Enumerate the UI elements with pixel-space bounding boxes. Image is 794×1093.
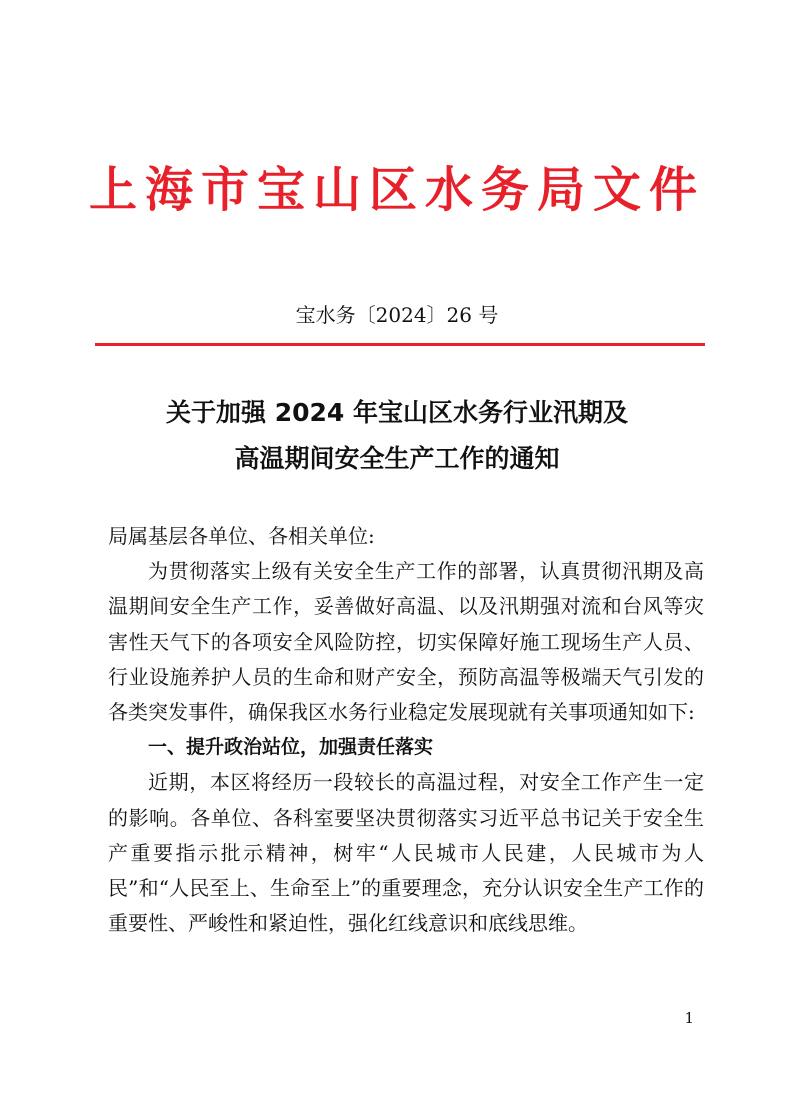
section-1-heading: 一、提升政治站位，加强责任落实 (148, 736, 434, 759)
salutation: 局属基层各单位、各相关单位: (108, 524, 375, 548)
document-number: 宝水务〔2024〕26 号 (295, 303, 499, 327)
section-1-paragraph: 近期，本区将经历一段较长的高温过程，对安全工作产生一定的影响。各单位、各科室要坚决贯彻落实习近平总书记关于安全生产重要指示批示精神，树牢“人民城市人民建，人民城市为人民”和“人民至上、生命至上”的重要理念，充分认识安全生产工作的重要性、严峻性和紧迫性，强化红线意识和底线思维。 (108, 770, 704, 936)
title-line-1: 关于加强 2024 年宝山区水务行业汛期及 (166, 398, 628, 427)
document-body (108, 519, 704, 941)
intro-paragraph: 为贯彻落实上级有关安全生产工作的部署，认真贯彻汛期及高温期间安全生产工作，妥善做好高温、以及汛期强对流和台风等灾害性天气下的各项安全风险防控，切实保障好施工现场生产人员、行业设施养护人员的生命和财产安全，预防高温等极端天气引发的各类突发事件，确保我区水务行业稳定发展现就有关事项通知如下: (108, 559, 704, 725)
issuing-organization-header: 上海市宝山区水务局文件 (88, 162, 705, 218)
red-separator-line (95, 343, 705, 346)
page-number: 1 (684, 1009, 694, 1027)
document-title (0, 390, 794, 482)
title-line-2: 高温期间安全生产工作的通知 (234, 444, 560, 473)
